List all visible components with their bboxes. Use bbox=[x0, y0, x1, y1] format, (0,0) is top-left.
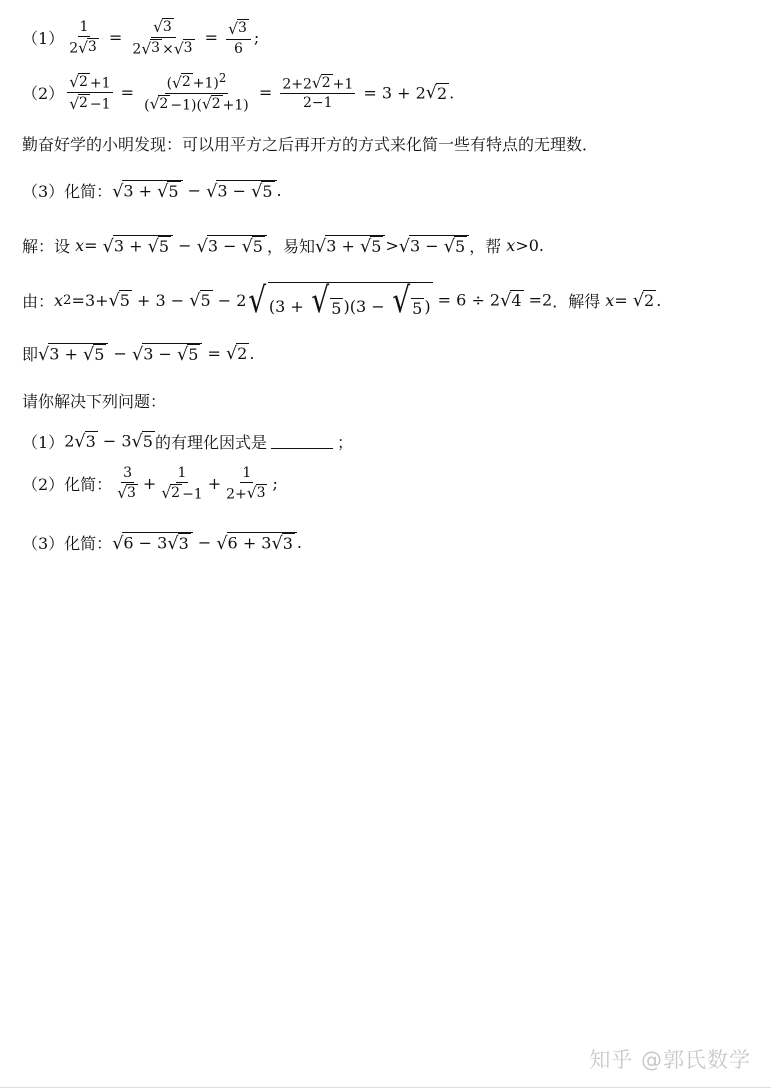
statement-text: 勤奋好学的小明发现：可以用平方之后再开方的方式来化简一些有特点的无理数． bbox=[22, 135, 599, 154]
question-2-label: （2）化简： bbox=[22, 475, 113, 495]
derivation-line: 由： x 2 =3+ √ 5 + 3 − √ 5 − 2 √ (3 + √ 5 )(3 − √ 5 ) = 6 ÷ 2 √ 4 =2 ．解得 x = √ 2 . bbox=[22, 280, 662, 321]
conclusion-line: 即 √ 3 + √ 5 − √ 3 − √ 5 = √ 2 . bbox=[22, 344, 255, 365]
example-3-label: （3）化简： bbox=[22, 182, 113, 201]
fraction: √ 2 +1 √ 2 −1 bbox=[69, 73, 111, 113]
solution-end: ，帮 bbox=[469, 237, 502, 256]
fraction: ( √ 2 +1)$^2$ ( √ 2 −1)( √ 2 +1) bbox=[144, 71, 249, 114]
statement bbox=[22, 132, 598, 155]
fraction: 2+2 √ 2 +1 2−1 bbox=[282, 74, 354, 112]
question-1-semicolon: ； bbox=[336, 433, 353, 452]
bottom-divider bbox=[0, 1087, 771, 1088]
question-1: （1） 2 √ 3 − 3 √ 5 的有理化因式是 ； bbox=[22, 432, 353, 452]
solution-mid: ，易知 bbox=[266, 237, 315, 256]
fraction: √ 3 6 bbox=[226, 19, 251, 57]
fraction: 3 √ 3 bbox=[117, 465, 136, 503]
questions-heading bbox=[22, 389, 166, 412]
solution-line: 解：设 x = √ 3 + √ 5 − √ 3 − √ 5 ，易知 √ 3 + √ 5 > √ 3 − √ 5 ，帮 x >0. bbox=[22, 236, 544, 257]
conclusion-prefix: 即 bbox=[22, 345, 39, 364]
example-3: （3）化简： √ 3 + √ 5 − √ 3 − √ 5 . bbox=[22, 181, 282, 202]
question-3-label: （3）化简： bbox=[22, 534, 113, 553]
question-3: （3）化简： √ 6 − 3 √ 3 − √ 6 + 3 √ 3 . bbox=[22, 533, 302, 554]
example-2-label: （2） bbox=[22, 84, 65, 104]
example-1: （1） 1 2 √ 3 = √ 3 2 √ 3 × √ 3 = √ 3 6 ; bbox=[22, 18, 260, 58]
answer-blank[interactable] bbox=[271, 434, 333, 449]
questions-heading-text: 请你解决下列问题： bbox=[22, 392, 167, 411]
solution-prefix: 解：设 bbox=[22, 237, 71, 256]
derivation-end: ．解得 bbox=[552, 291, 601, 311]
fraction: 1 2 √ 3 bbox=[69, 19, 97, 57]
fraction: √ 3 2 √ 3 × √ 3 bbox=[132, 18, 193, 58]
question-1-suffix: 的有理化因式是 bbox=[154, 433, 267, 452]
question-1-label: （1） bbox=[22, 433, 65, 452]
example-1-label: （1） bbox=[22, 29, 65, 49]
question-2: （2）化简： 3 √ 3 + 1 √ 2 −1 + 1 2+ √ 3 ; bbox=[22, 465, 278, 503]
derivation-prefix: 由： bbox=[22, 291, 55, 311]
watermark: 知乎 @郭氏数学 bbox=[589, 1048, 751, 1072]
fraction: 1 2+ √ 3 bbox=[226, 465, 266, 503]
fraction: 1 √ 2 −1 bbox=[161, 465, 203, 503]
example-2: （2） √ 2 +1 √ 2 −1 = ( √ 2 +1)$^2$ ( √ 2 −1)( √ 2 +1) = 2+2 √ 2 +1 2−1 = 3 + 2 √ 2 . bbox=[22, 71, 455, 114]
